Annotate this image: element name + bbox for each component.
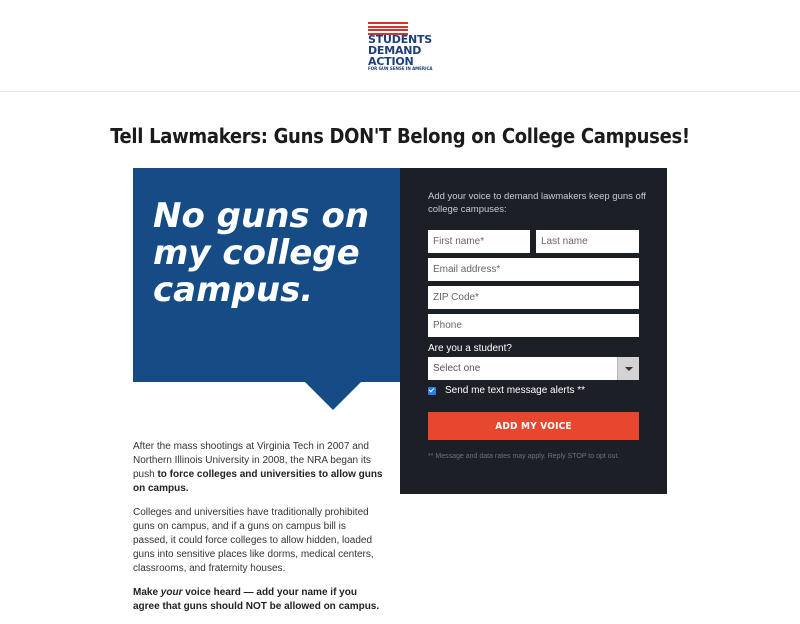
sms-disclaimer: ** Message and data rates may apply. Reply STOP to opt out. xyxy=(428,453,620,460)
site-header xyxy=(0,0,800,92)
body-paragraph-2: Colleges and universities have traditionally prohibited guns on campus, and if a guns on campus bill is passed, it could force colleges to allow hidden, loaded guns into sensitive places like dorms, medical centers, classrooms, and fraternity houses. xyxy=(133,507,374,574)
caret-down-icon xyxy=(625,367,633,371)
email-input[interactable] xyxy=(428,258,639,281)
student-question-label: Are you a student? xyxy=(428,343,512,354)
page-title: Tell Lawmakers: Guns DON'T Belong on College Campuses! xyxy=(110,124,690,148)
logo-line-2: DEMAND xyxy=(368,44,422,57)
signup-form-panel xyxy=(400,168,667,494)
phone-input[interactable] xyxy=(428,314,639,337)
hero-pointer-arrow xyxy=(305,382,361,410)
student-select-value: Select one xyxy=(433,363,481,374)
hero-banner xyxy=(133,168,401,382)
form-intro: Add your voice to demand lawmakers keep guns off college campuses: xyxy=(428,191,646,215)
body-paragraph-1 xyxy=(133,440,383,496)
logo-line-1: STUDENTS xyxy=(368,33,433,46)
students-demand-action-logo[interactable] xyxy=(368,20,438,72)
body-paragraph-3 xyxy=(133,586,383,614)
logo-tagline: FOR GUN SENSE IN AMERICA xyxy=(368,66,433,71)
logo-line-3: ACTION xyxy=(368,55,414,68)
hero-headline: No guns on my college campus. xyxy=(153,196,370,310)
body-p1-text: After the mass shootings at Virginia Tech in 2007 and Northern Illinois University in 2008, the NRA began its push xyxy=(133,441,371,480)
student-select[interactable] xyxy=(428,357,639,380)
select-dropdown-button[interactable] xyxy=(617,357,639,380)
last-name-input[interactable] xyxy=(536,230,639,253)
body-copy xyxy=(133,440,383,624)
zip-code-input[interactable] xyxy=(428,286,639,309)
body-p3-text-a: Make xyxy=(133,587,161,598)
first-name-input[interactable] xyxy=(428,230,530,253)
sms-checkbox[interactable] xyxy=(428,387,436,395)
sms-opt-in-label: Send me text message alerts ** xyxy=(445,385,586,396)
sms-opt-in[interactable] xyxy=(428,385,585,396)
body-p3-italic: your xyxy=(160,587,183,598)
body-p1-bold: to force colleges and universities to allow guns on campus. xyxy=(133,469,383,494)
body-p3-text-b: voice heard — add your name if you agree that guns should NOT be allowed on campus. xyxy=(133,587,380,612)
add-my-voice-button[interactable]: ADD MY VOICE xyxy=(428,412,639,440)
